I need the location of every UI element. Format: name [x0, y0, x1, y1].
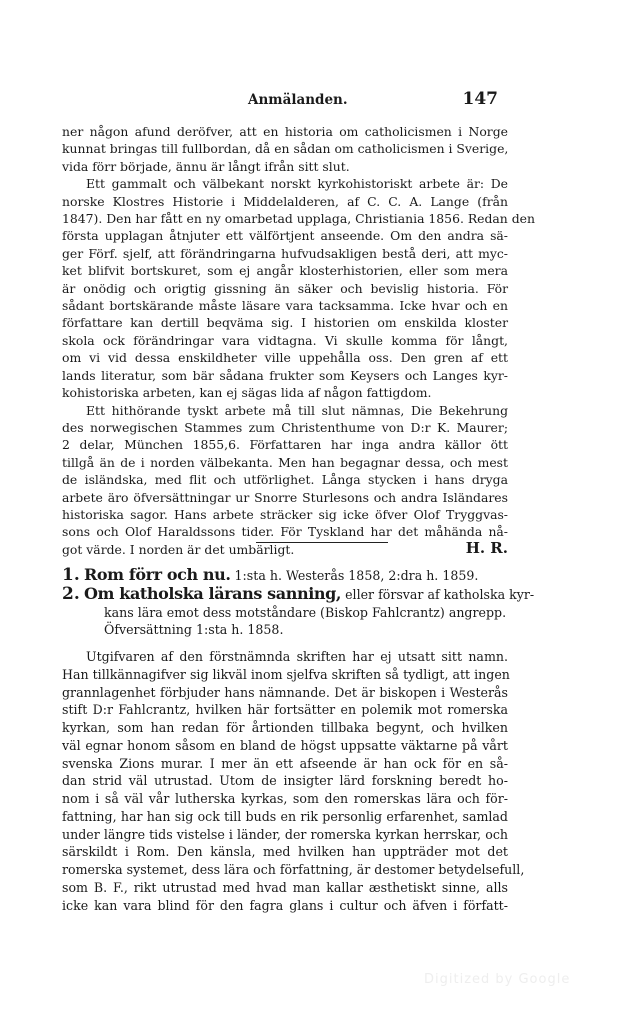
text-line: de isländska, med flit och utförlighet. Långa stycken i hans dryga — [62, 472, 508, 488]
text-line: sons och Olof Haraldssons tider. För Tyskland har det måhända nå- — [62, 524, 508, 540]
running-head: Anmälanden. — [248, 92, 348, 108]
title-item-2 — [62, 583, 535, 604]
text-line: om vi vid dessa enskildheter ville uppehålla oss. Den gren af ett — [62, 350, 508, 366]
text-line: historiska sagor. Hans arbete sträcker sig icke öfver Olof Tryggvas- — [62, 506, 508, 522]
text-line: som B. F., rikt utrustad med hvad man kallar æsthetiskt sinne, alls — [62, 879, 508, 895]
text-line: norske Klostres Historie i Middelalderen, af C. C. A. Lange (från — [62, 193, 508, 209]
text-line: första upplagan åtnjuter ett välförtjent anseende. Om den andra sä- — [62, 228, 508, 244]
review-paragraph-1 — [62, 123, 508, 175]
closing-text: got värde. I norden är det umbärligt. — [62, 541, 295, 557]
review-section — [62, 123, 535, 558]
text-line: grannlagenhet förbjuder hans nämnande. Det är biskopen i Westerås — [62, 684, 508, 700]
text-line: Han tillkännagifver sig likväl inom sjelfva skriften så tydligt, att ingen — [62, 666, 510, 682]
title-continuation: kans lära emot dess motståndare (Biskop Fahlcrantz) angrepp. — [104, 604, 507, 620]
text-line: Utgifvaren af den förstnämnda skriften har ej utsatt sitt namn. — [86, 649, 508, 664]
text-line: ket blifvit bortskuret, som ej angår klosterhistorien, eller som mera — [62, 263, 508, 279]
digitization-watermark: Digitized by Google — [424, 972, 571, 987]
text-line: vida förr började, ännu är långt ifrån sitt slut. — [62, 158, 350, 174]
review-paragraph-3 — [62, 402, 508, 559]
text-line: Ett gammalt och välbekant norskt kyrkohistoriskt arbete är: De — [86, 176, 508, 192]
title-number: 1. — [62, 565, 80, 585]
text-line: arbete äro öfversättningar ur Snorre Sturlesons och andra Isländares — [62, 489, 508, 505]
text-line: ner någon afund deröfver, att en historia om catholicismen i Norge — [62, 124, 508, 139]
title-continuation: Öfversättning 1:sta h. 1858. — [104, 622, 284, 638]
page-number: 147 — [462, 89, 498, 109]
page-header — [62, 89, 498, 112]
title-item-1 — [62, 566, 508, 585]
text-line: nom i så väl vår lutherska kyrkas, som den romerskas lära och för- — [62, 791, 508, 806]
text-line: kohistoriska arbeten, kan ej sägas lida af någon fattigdom. — [62, 385, 432, 401]
text-line: fattning, har han sig ock till buds en rik personlig erfarenhet, samlad — [62, 808, 508, 824]
text-line: des norwegischen Stammes zum Christenthume von D:r K. Maurer; — [62, 419, 508, 435]
text-line: ger Förf. sjelf, att förändringarna hufvudsakligen bestå deri, att myc- — [62, 245, 508, 261]
text-line: lands literatur, som bär sådana frukter som Keysers och Langes kyr- — [62, 367, 508, 383]
text-line: stift D:r Fahlcrantz, hvilken här fortsätter en polemik mot romerska — [62, 702, 508, 718]
reviewed-titles — [62, 565, 535, 639]
reviewer-signature: H. R. — [465, 538, 508, 557]
text-line: väl egnar honom såsom en bland de högst uppsatte väktarne på vårt — [62, 737, 508, 753]
title-name: Om katholska lärans sanning, — [84, 583, 342, 603]
text-line: dan strid väl utrustad. Utom de insigter lärd forskning beredt ho- — [62, 773, 508, 789]
text-line: är onödig och origtig gissning än säker och bevislig historia. För — [62, 280, 508, 296]
review-body — [62, 648, 525, 914]
title-name: Rom förr och nu. — [84, 565, 231, 584]
text-line: icke kan vara blind för den fagra glans i cultur och äfven i författ- — [62, 897, 508, 913]
text-line: kunnat bringas till fullbordan, då en sådan om catholicismen i Sverige, — [62, 141, 509, 157]
text-line: Ett hithörande tyskt arbete må till slut nämnas, Die Bekehrung — [86, 402, 508, 418]
text-line: 2 delar, München 1855,6. Författaren har inga andra källor ött — [62, 437, 508, 453]
text-line: romerska systemet, dess lära och författning, är destomer betydelsefull, — [62, 862, 525, 877]
closing-line — [62, 538, 508, 558]
text-line: kyrkan, som han redan för årtionden tillbaka begynt, och hvilken — [62, 720, 508, 735]
text-line: skola ock förändringar vara vidtagna. Vi skulle komma för långt, — [62, 332, 508, 348]
text-line: svenska Zions murar. I mer än ett afseende är han ock för en så- — [62, 755, 508, 771]
text-line: sådant bortskärande måste läsare vara tacksamma. Icke hvar och en — [62, 298, 508, 314]
review-paragraph-2 — [62, 175, 535, 401]
text-line: under längre tids vistelse i länder, der romerska kyrkan herrskar, och — [62, 826, 508, 842]
text-line: tillgå än de i norden välbekanta. Men han begagnar dessa, och mest — [62, 454, 508, 470]
title-details: eller försvar af katholska kyr- — [345, 586, 535, 602]
section-divider — [256, 542, 388, 543]
title-details: 1:sta h. Westerås 1858, 2:dra h. 1859. — [234, 568, 479, 583]
text-line: författare kan dertill beqväma sig. I historien om enskilda kloster — [62, 315, 508, 331]
text-line: särskildt i Rom. Den känsla, med hvilken han uppträder mot det — [62, 844, 508, 860]
title-number: 2. — [62, 583, 80, 604]
text-line: 1847). Den har fått en ny omarbetad upplaga, Christiania 1856. Redan den — [62, 211, 535, 227]
